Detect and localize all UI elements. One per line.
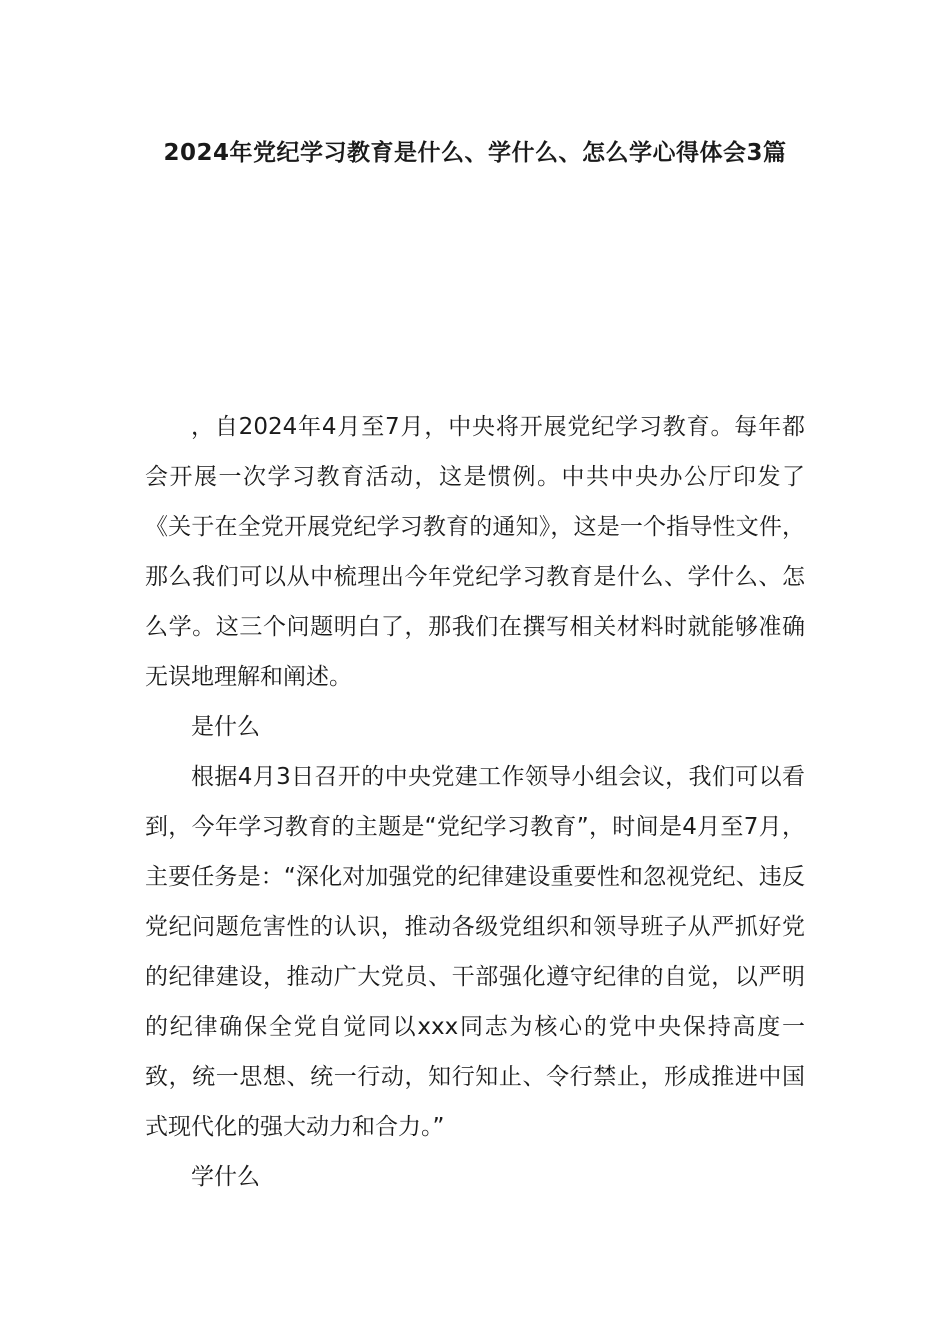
document-title: 2024年党纪学习教育是什么、学什么、怎么学心得体会3篇 bbox=[163, 140, 787, 166]
body-paragraph: 根据4月3日召开的中央党建工作领导小组会议，我们可以看到，今年学习教育的主题是“党纪学习教育”，时间是4月至7月，主要任务是：“深化对加强党的纪律建设重要性和忽视党纪、违反党纪问题危害性的认识，推动各级党组织和领导班子从严抓好党的纪律建设，推动广大党员、干部强化遵守纪律的自觉，以严明的纪律确保全党自觉同以xxx同志为核心的党中央保持高度一致，统一思想、统一行动，知行知止、令行禁止，形成推进中国式现代化的强大动力和合力。” bbox=[145, 764, 805, 1140]
document-body bbox=[145, 402, 805, 1202]
section-heading-learn: 学什么 bbox=[191, 1164, 260, 1190]
intro-paragraph: ，自2024年4月至7月，中央将开展党纪学习教育。每年都会开展一次学习教育活动，这是惯例。中共中央办公厅印发了《关于在全党开展党纪学习教育的通知》，这是一个指导性文件，那么我们可以从中梳理出今年党纪学习教育是什么、学什么、怎么学。这三个问题明白了，那我们在撰写相关材料时就能够准确无误地理解和阐述。 bbox=[145, 414, 805, 690]
section-heading-what: 是什么 bbox=[191, 714, 260, 740]
